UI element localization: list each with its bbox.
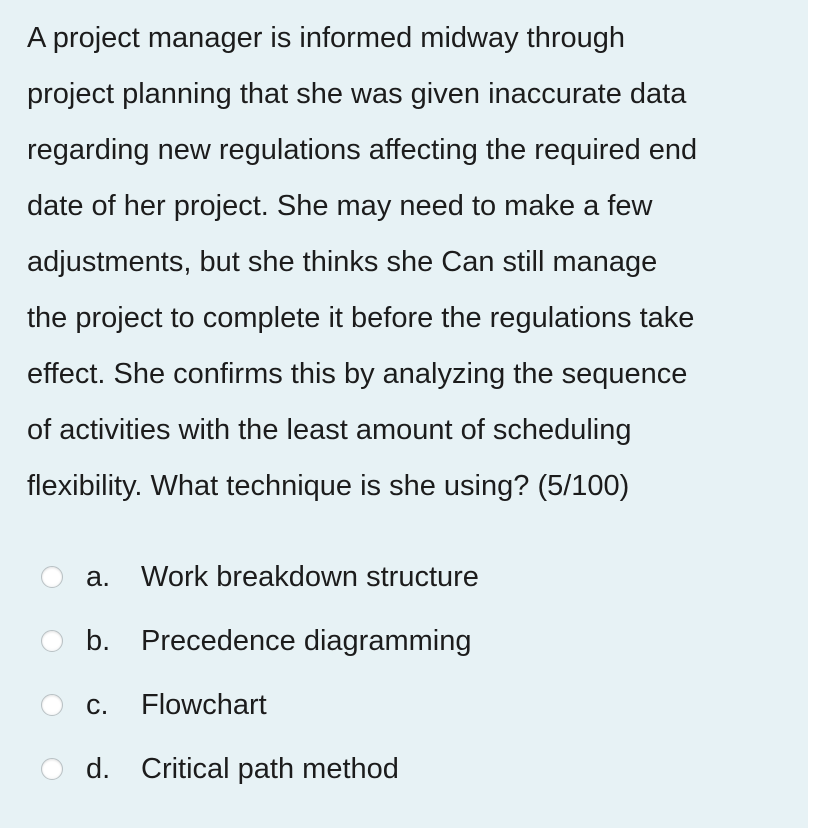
question-line-4: date of her project. She may need to make a few — [27, 190, 653, 222]
option-c-letter: c. — [86, 689, 109, 721]
option-c[interactable] — [0, 677, 808, 741]
option-b[interactable] — [0, 613, 808, 677]
question-line-3: regarding new regulations affecting the required end — [27, 134, 698, 166]
option-a-radio[interactable] — [41, 566, 63, 588]
option-b-letter: b. — [86, 625, 111, 657]
question-line-1: A project manager is informed midway through — [27, 22, 626, 54]
question-line-5: adjustments, but she thinks she Can still manage — [27, 246, 658, 278]
option-b-label[interactable]: Precedence diagramming — [141, 625, 472, 657]
option-a[interactable] — [0, 549, 808, 613]
option-b-radio[interactable] — [41, 630, 63, 652]
answer-options — [0, 549, 808, 805]
question-line-8: of activities with the least amount of scheduling — [27, 414, 632, 446]
option-a-label[interactable]: Work breakdown structure — [141, 561, 479, 593]
option-d-label[interactable]: Critical path method — [141, 753, 399, 785]
question-line-7: effect. She confirms this by analyzing the sequence — [27, 358, 688, 390]
option-c-label[interactable]: Flowchart — [141, 689, 267, 721]
option-c-radio[interactable] — [41, 694, 63, 716]
option-d-letter: d. — [86, 753, 111, 785]
option-a-letter: a. — [86, 561, 111, 593]
question-line-9: flexibility. What technique is she using? (5/100) — [27, 470, 630, 502]
question-text — [27, 10, 797, 514]
question-line-6: the project to complete it before the regulations take — [27, 302, 695, 334]
option-d-radio[interactable] — [41, 758, 63, 780]
option-d[interactable] — [0, 741, 808, 805]
question-line-2: project planning that she was given inaccurate data — [27, 78, 687, 110]
